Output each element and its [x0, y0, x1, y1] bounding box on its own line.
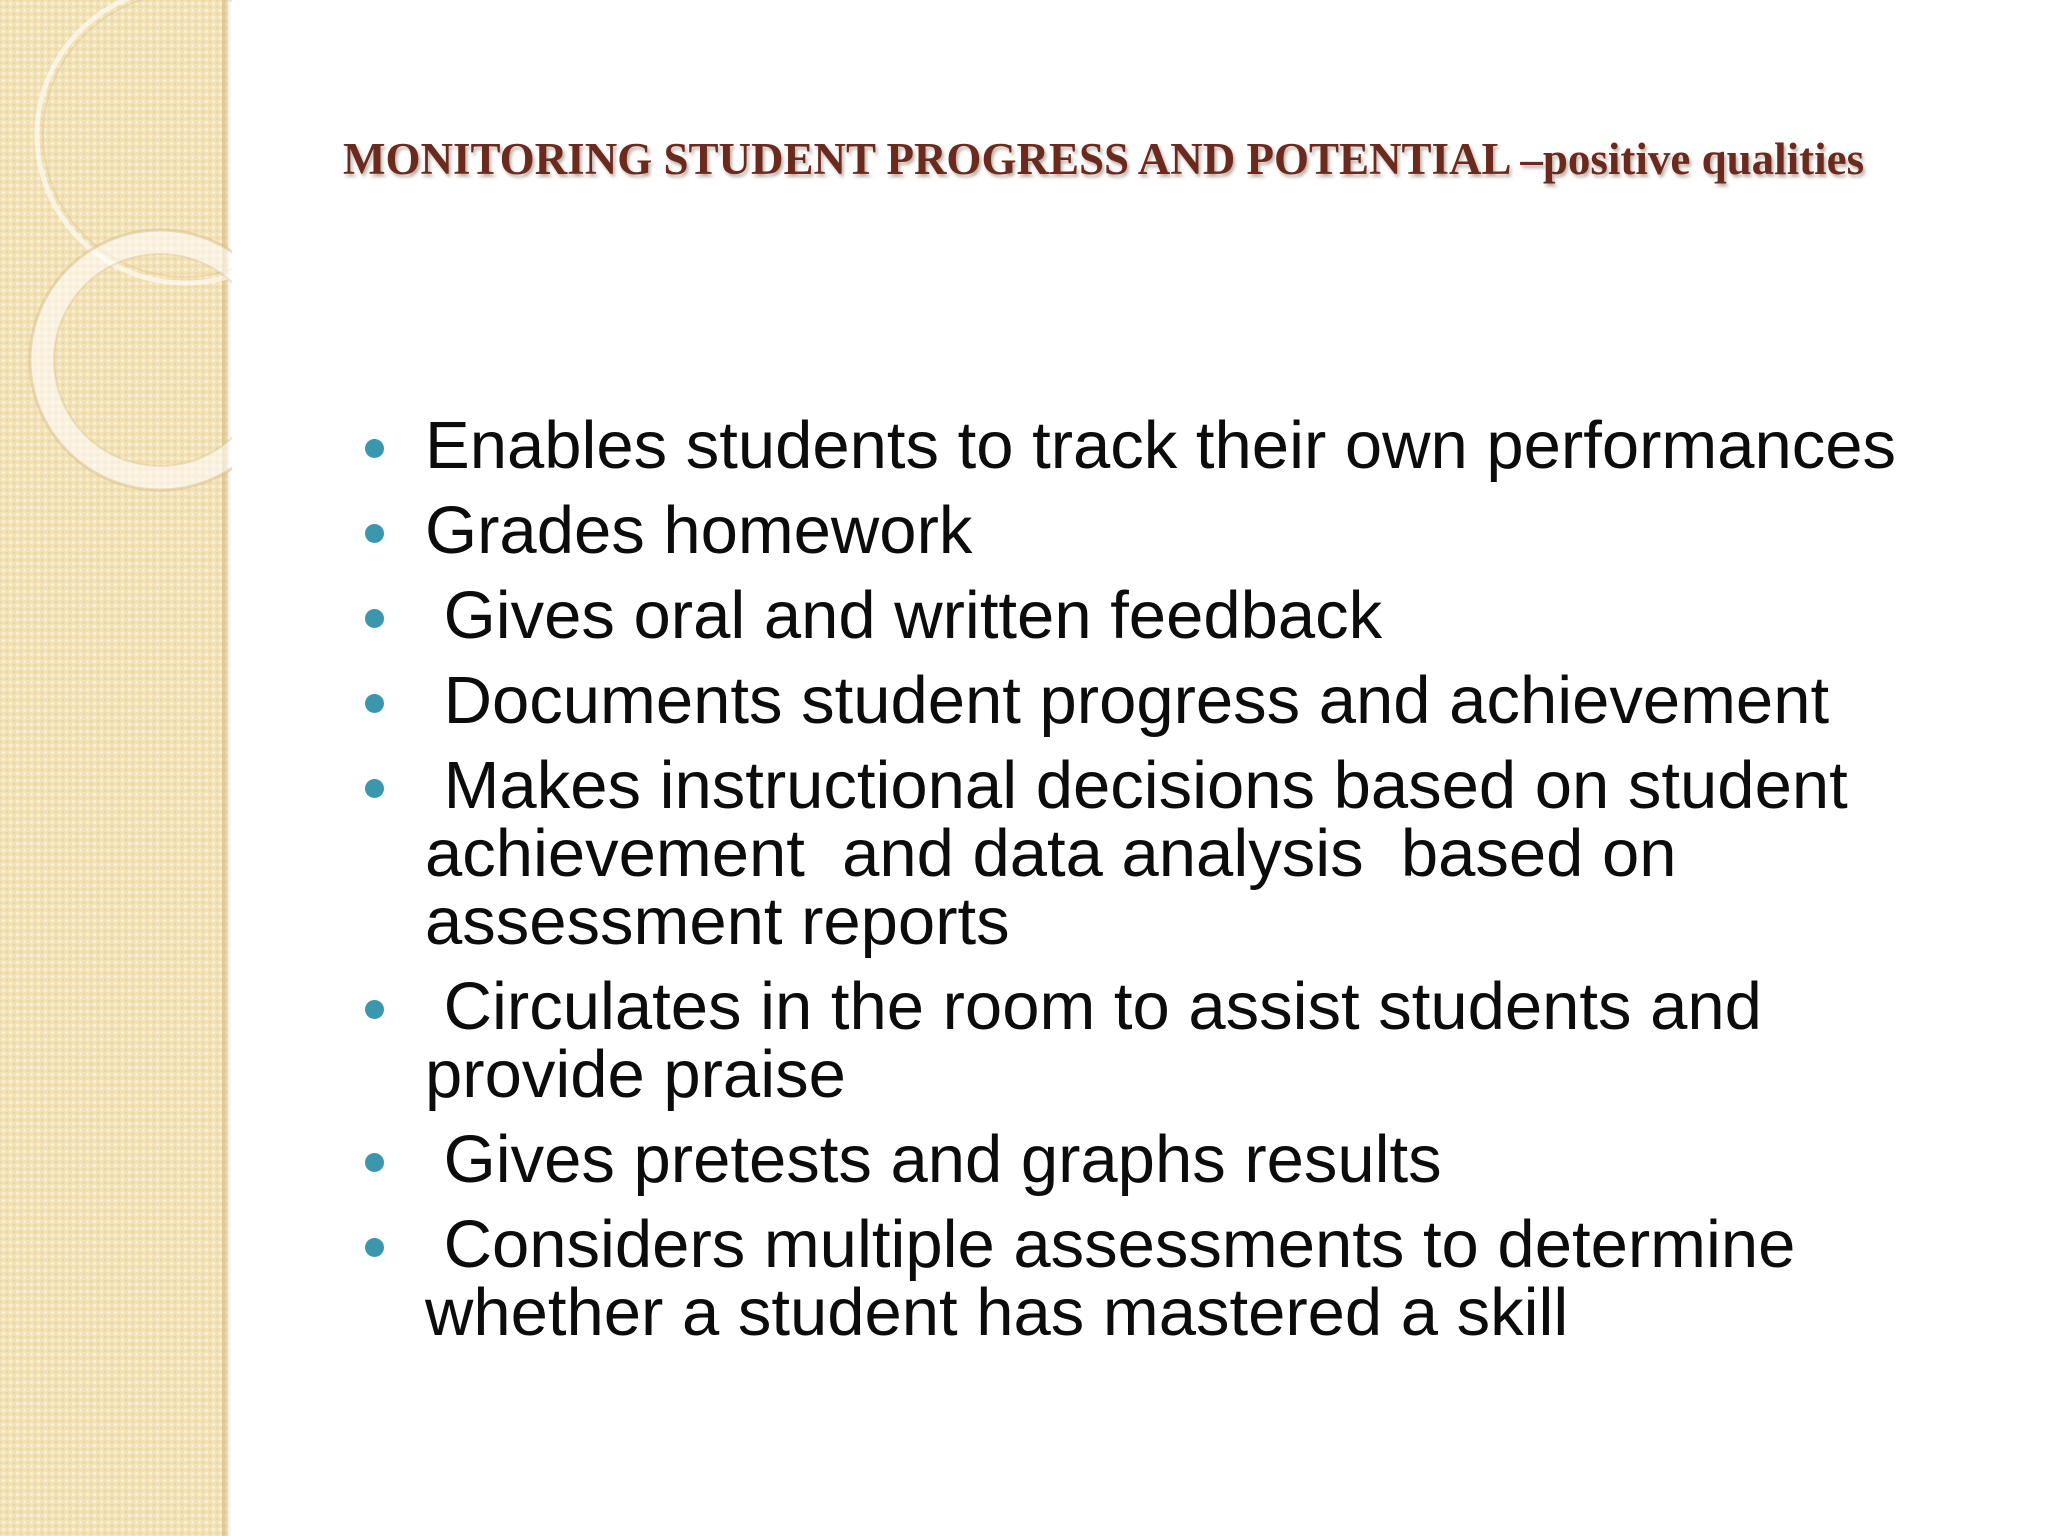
bullet-dot-icon [365, 439, 384, 458]
bullet-item [358, 1122, 1958, 1197]
bullet-text: Documents student progress and achievement [425, 663, 1830, 738]
bullet-text: Enables students to track their own performances [425, 408, 1897, 483]
bullet-item [358, 748, 1958, 959]
bullet-text: Grades homework [425, 493, 973, 568]
bullet-dot-icon [365, 1000, 384, 1019]
bullet-text: Gives pretests and graphs results [425, 1122, 1442, 1197]
bullet-dot-icon [365, 524, 384, 543]
slide-title: MONITORING STUDENT PROGRESS AND POTENTIAL –positive qualities [343, 134, 1865, 184]
bullet-item [358, 578, 1958, 653]
bullet-item [358, 1207, 1958, 1350]
bullet-text: Gives oral and written feedback [425, 578, 1383, 653]
bullet-list [358, 408, 1958, 1364]
bullet-item [358, 969, 1958, 1112]
bullet-dot-icon [365, 1238, 384, 1257]
bullet-dot-icon [365, 609, 384, 628]
bullet-text: Makes instructional decisions based on student achievement and data analysis based on assessment reports [425, 748, 1867, 959]
bullet-item [358, 408, 1958, 483]
bullet-dot-icon [365, 779, 384, 798]
bullet-text: Considers multiple assessments to determine whether a student has mastered a skill [425, 1207, 1814, 1350]
bullet-text: Circulates in the room to assist students and provide praise [425, 969, 1781, 1112]
bullet-item [358, 493, 1958, 568]
bullet-dot-icon [365, 694, 384, 713]
decorative-rings [0, 0, 232, 520]
bullet-dot-icon [365, 1153, 384, 1172]
bullet-item [358, 663, 1958, 738]
